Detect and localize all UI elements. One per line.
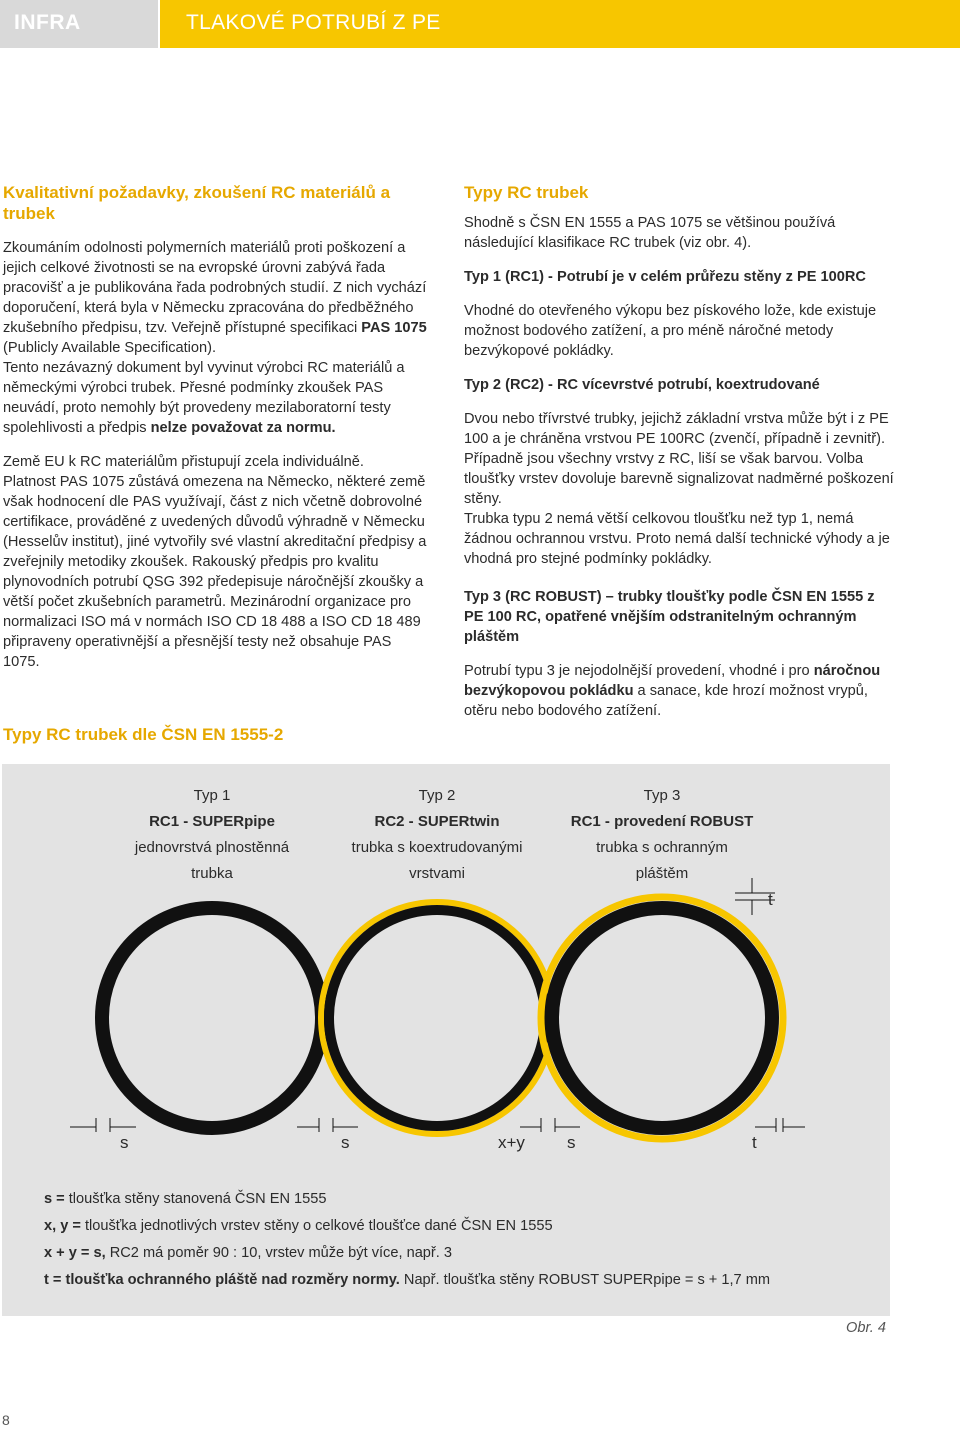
left-heading: Kvalitativní požadavky, zkoušení RC materiálů a trubek [3, 183, 391, 223]
dim-label-s-3: s [567, 1133, 576, 1152]
type3-title: Typ 3 [643, 787, 681, 804]
header-section-label: INFRA [14, 11, 81, 34]
type3-heading: Typ 3 (RC ROBUST) – trubky tloušťky podle ČSN EN 1555 z PE 100 RC, opatřené vnějším odstranitelným ochranným pláštěm [464, 589, 875, 645]
left-paragraph-4: Platnost PAS 1075 zůstává omezena na Německo, některé země však hodnocení dle PAS využívají, část z nich včetně dobrovolné certifikace, prováděné z uvedených důvodů výhradně v Německu (Hesselův institut), jiné vytvořily své vlastní akreditační předpisy a zveřejnily metodiky zkoušek. Rakouský předpis pro kvalitu plynovodních potrubí QSG 392 předepisuje náročnější zkoušky a větší počet zkušebních parametrů. Mezinárodní organizace pro normalizaci ISO má v normách ISO CD 18 488 a ISO CD 18 489 připraveny operativnější a přesnější testy než obsahuje PAS 1075. [3, 474, 427, 670]
type2-desc-1: trubka s koextrudovanými [351, 839, 523, 856]
page-number: 8 [2, 1412, 10, 1428]
type3-name: RC1 - provedení ROBUST [570, 813, 754, 830]
type3-desc-2: pláštěm [635, 865, 689, 882]
type1-name: RC1 - SUPERpipe [149, 813, 275, 830]
type1-text: Vhodné do otevřeného výkopu bez pískového lože, kde existuje možnost bodového zatížení, a pro méně náročné metody bezvýkopové pokládky. [464, 303, 877, 359]
type1-title: Typ 1 [193, 787, 231, 804]
legend-row-s: s = tloušťka stěny stanovená ČSN EN 1555 [44, 1191, 327, 1207]
dim-label-t-bottom: t [752, 1133, 757, 1152]
type2-pipe-outer-layer [321, 902, 553, 1134]
legend-row-t: t = tloušťka ochranného pláště nad rozměry normy. Např. tloušťka stěny ROBUST SUPERpipe = s + 1,7 mm [44, 1272, 771, 1288]
left-paragraph-3: Země EU k RC materiálům přistupují zcela individuálně. [3, 454, 364, 470]
left-heading-2: Typy RC trubek dle ČSN EN 1555-2 [3, 725, 284, 744]
type2-heading: Typ 2 (RC2) - RC vícevrstvé potrubí, koextrudované [464, 377, 820, 393]
left-paragraph-1: Zkoumáním odolnosti polymerních materiálů proti poškození a jejich celkové životnosti se na evropské úrovni zabývá řada pracovišť a je publikována řada podrobných studií. Z nich vychází doporučení, která byla v Německu zpracována do předběžného zkušebního předpisu, tzv. Veřejně přístupné specifikaci PAS 1075 (Publicly Available Specification). [3, 240, 427, 356]
dim-label-s-2: s [341, 1133, 350, 1152]
dim-label-xy: x+y [498, 1133, 525, 1152]
type2-title: Typ 2 [418, 787, 456, 804]
type1-desc-1: jednovrstvá plnostěnná [134, 839, 290, 856]
right-intro: Shodně s ČSN EN 1555 a PAS 1075 se většinou používá následující klasifikace RC trubek (viz obr. 4). [464, 215, 836, 251]
dim-label-t-top: t [768, 890, 773, 909]
type2-pipe-inner-layer [329, 910, 545, 1126]
right-heading: Typy RC trubek [464, 183, 589, 202]
type3-jacket-ring [541, 897, 783, 1139]
type2-name: RC2 - SUPERtwin [374, 813, 500, 830]
figure-caption: Obr. 4 [846, 1320, 887, 1336]
type3-desc-1: trubka s ochranným [596, 839, 728, 856]
type3-pipe-ring [552, 908, 772, 1128]
type3-text: Potrubí typu 3 je nejodolnější provedení, vhodné i pro náročnou bezvýkopovou pokládku a sanace, kde hrozí možnost vrypů, otěru nebo bodového zatížení. [464, 663, 881, 719]
type2-text-2: Trubka typu 2 nemá větší celkovou tloušťku než typ 1, nemá žádnou ochrannou vrstvu. Proto nemá další technické výhody a je vhodná pro stejné podmínky pokládky. [464, 511, 890, 567]
type1-pipe-ring [102, 908, 322, 1128]
left-paragraph-2: Tento nezávazný dokument byl vyvinut výrobci RC materiálů a německými výrobci trubek. Přesné podmínky zkoušek PAS neuvádí, proto nemohly být provedeny mezilaboratorní testy spolehlivosti a předpis nelze považovat za normu. [3, 360, 405, 436]
figure-legend [44, 1186, 770, 1294]
header-title: TLAKOVÉ POTRUBÍ Z PE [186, 11, 441, 34]
type2-desc-2: vrstvami [409, 865, 465, 882]
dim-label-s-1: s [120, 1133, 129, 1152]
type1-heading: Typ 1 (RC1) - Potrubí je v celém průřezu stěny z PE 100RC [464, 269, 866, 285]
legend-row-sum: x + y = s, RC2 má poměr 90 : 10, vrstev může být více, např. 3 [44, 1245, 453, 1261]
type1-desc-2: trubka [191, 865, 233, 882]
type2-text-1: Dvou nebo třívrstvé trubky, jejichž základní vrstva může být i z PE 100 a je chráněna vrstvou PE 100RC (zvenčí, případně i zevnitř). Případně jsou všechny vrstvy z RC, liší se však barvou. Volba tloušťky vrstev dovoluje barevně signalizovat nadměrné poškození stěny. [464, 411, 894, 507]
legend-row-xy: x, y = tloušťka jednotlivých vrstev stěny o celkové tloušťce dané ČSN EN 1555 [44, 1218, 553, 1234]
